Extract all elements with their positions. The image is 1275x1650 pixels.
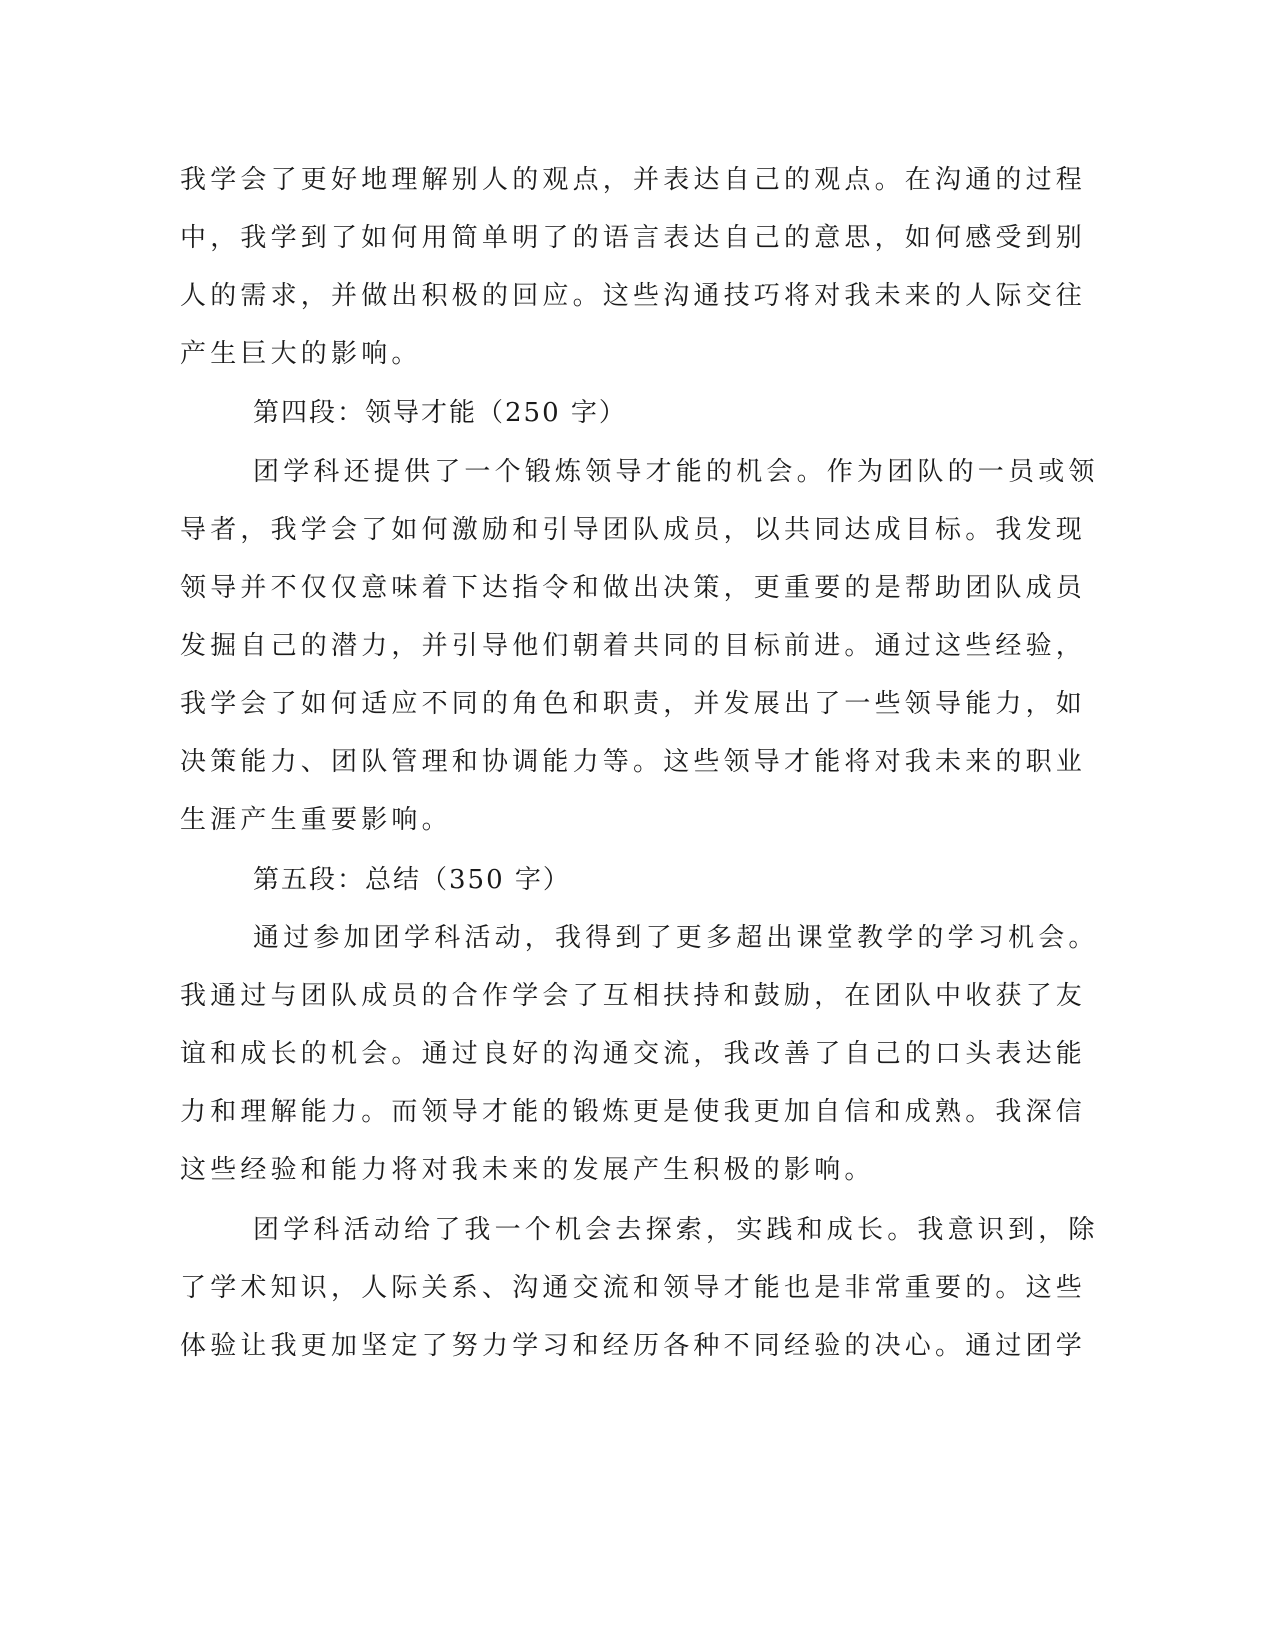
paragraph-line: 我学会了如何适应不同的角色和职责，并发展出了一些领导能力，如 (180, 689, 1087, 719)
paragraph-line: 了学术知识，人际关系、沟通交流和领导才能也是非常重要的。这些 (180, 1273, 1087, 1303)
section-heading-5: 第五段：总结（350 字） (253, 865, 571, 895)
section-heading-4: 第四段：领导才能（250 字） (253, 398, 627, 428)
paragraph-line: 产生巨大的影响。 (180, 339, 422, 369)
paragraph-line: 生涯产生重要影响。 (180, 805, 452, 835)
paragraph-line: 力和理解能力。而领导才能的锻炼更是使我更加自信和成熟。我深信 (180, 1097, 1087, 1127)
paragraph-line: 通过参加团学科活动，我得到了更多超出课堂教学的学习机会。 (253, 923, 1099, 953)
paragraph-line: 领导并不仅仅意味着下达指令和做出决策，更重要的是帮助团队成员 (180, 573, 1087, 603)
paragraph-line: 人的需求，并做出积极的回应。这些沟通技巧将对我未来的人际交往 (180, 281, 1087, 311)
paragraph-line: 这些经验和能力将对我未来的发展产生积极的影响。 (180, 1155, 875, 1185)
paragraph-line: 团学科还提供了一个锻炼领导才能的机会。作为团队的一员或领 (253, 457, 1099, 487)
paragraph-line: 发掘自己的潜力，并引导他们朝着共同的目标前进。通过这些经验， (180, 631, 1087, 661)
paragraph-line: 中，我学到了如何用简单明了的语言表达自己的意思，如何感受到别 (180, 223, 1087, 253)
paragraph-line: 谊和成长的机会。通过良好的沟通交流，我改善了自己的口头表达能 (180, 1039, 1087, 1069)
paragraph-line: 导者，我学会了如何激励和引导团队成员，以共同达成目标。我发现 (180, 515, 1087, 545)
paragraph-line: 决策能力、团队管理和协调能力等。这些领导才能将对我未来的职业 (180, 747, 1087, 777)
paragraph-line: 我学会了更好地理解别人的观点，并表达自己的观点。在沟通的过程 (180, 165, 1087, 195)
paragraph-line: 体验让我更加坚定了努力学习和经历各种不同经验的决心。通过团学 (180, 1331, 1087, 1361)
paragraph-line: 团学科活动给了我一个机会去探索，实践和成长。我意识到，除 (253, 1215, 1099, 1245)
paragraph-line: 我通过与团队成员的合作学会了互相扶持和鼓励，在团队中收获了友 (180, 981, 1087, 1011)
